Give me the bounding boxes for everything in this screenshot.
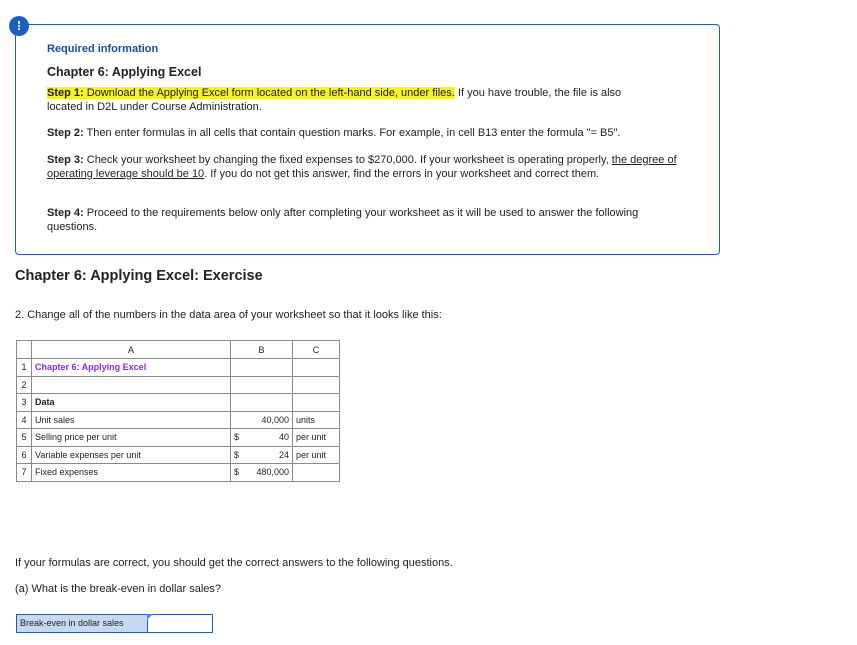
exercise-title: Chapter 6: Applying Excel: Exercise <box>15 268 263 284</box>
cell-b-currency: $ <box>234 449 240 460</box>
header-row <box>17 341 340 359</box>
cell-c <box>293 376 340 394</box>
cell-a: Unit sales <box>32 411 231 429</box>
answer-label: Break-even in dollar sales <box>16 614 148 633</box>
row-number: 6 <box>17 446 32 464</box>
step-2-text: Then enter formulas in all cells that contain question marks. For example, in cell B13 enter the formula "= B5". <box>83 127 621 139</box>
step-3-text-b: . If you do not get this answer, find the errors in your worksheet and correct them. <box>204 167 600 180</box>
corner-cell <box>17 341 32 359</box>
column-header-b: B <box>231 341 293 359</box>
chapter-title: Chapter 6: Applying Excel <box>47 65 202 79</box>
step-4-label: Step 4: <box>47 207 84 219</box>
required-information-heading: Required information <box>47 43 159 55</box>
worksheet-table <box>16 340 340 482</box>
step-3 <box>47 154 682 181</box>
cell-a: Fixed expenses <box>32 464 231 482</box>
step-3-label: Step 3: <box>47 154 84 166</box>
column-header-c: C <box>293 341 340 359</box>
table-row <box>17 429 340 447</box>
cell-b <box>231 394 293 412</box>
step-1-rest-line2: located in D2L under Course Administration. <box>47 100 262 113</box>
input-corner-marker-icon <box>147 614 153 620</box>
cell-c: per unit <box>293 446 340 464</box>
break-even-dollar-sales-input[interactable] <box>147 614 213 633</box>
row-number: 2 <box>17 376 32 394</box>
cell-c: per unit <box>293 429 340 447</box>
cell-a: Selling price per unit <box>32 429 231 447</box>
cell-b-currency: $ <box>234 467 240 478</box>
row-number: 1 <box>17 359 32 377</box>
cell-b <box>231 411 293 429</box>
cell-b-value: 40 <box>278 432 289 443</box>
questions-intro: If your formulas are correct, you should get the correct answers to the following questions. <box>15 557 453 569</box>
cell-c <box>293 464 340 482</box>
step-1-highlight: Download the Applying Excel form located on the left-hand side, under files. <box>86 87 455 99</box>
row-number: 7 <box>17 464 32 482</box>
alert-icon: ! <box>9 16 29 36</box>
step-4-text: Proceed to the requirements below only after completing your worksheet as it will be used to answer the following questions. <box>47 207 639 233</box>
cell-b-value: 480,000 <box>256 467 289 478</box>
cell-a: Data <box>32 394 231 412</box>
cell-b <box>231 376 293 394</box>
table-row <box>17 464 340 482</box>
cell-a <box>32 376 231 394</box>
cell-a: Chapter 6: Applying Excel <box>32 359 231 377</box>
cell-a: Variable expenses per unit <box>32 446 231 464</box>
table-row <box>17 394 340 412</box>
cell-b-currency: $ <box>234 432 240 443</box>
cell-c: units <box>293 411 340 429</box>
step-1-label: Step 1: <box>47 87 84 99</box>
table-row <box>17 411 340 429</box>
cell-b <box>231 359 293 377</box>
cell-b <box>231 446 293 464</box>
step-3-text-a: Check your worksheet by changing the fixed expenses to $270,000. If your worksheet is operating properly, <box>83 154 612 166</box>
table-row <box>17 446 340 464</box>
row-number: 3 <box>17 394 32 412</box>
cell-b <box>231 464 293 482</box>
cell-b-value: 40,000 <box>261 414 289 425</box>
cell-c <box>293 359 340 377</box>
row-number: 5 <box>17 429 32 447</box>
step-4 <box>47 207 682 234</box>
step-2-label: Step 2: <box>47 127 84 139</box>
exercise-instruction: 2. Change all of the numbers in the data area of your worksheet so that it looks like this: <box>15 309 442 321</box>
step-3-underlined: the degree of operating leverage should be 10 <box>47 154 677 180</box>
step-1-rest: If you have trouble, the file is also <box>454 87 622 99</box>
table-row <box>17 359 340 377</box>
column-header-a: A <box>32 341 231 359</box>
cell-b <box>231 429 293 447</box>
row-number: 4 <box>17 411 32 429</box>
question-a: (a) What is the break-even in dollar sales? <box>15 583 222 595</box>
cell-b-value: 24 <box>278 449 289 460</box>
step-2 <box>47 127 682 141</box>
cell-c <box>293 394 340 412</box>
step-1 <box>47 87 682 114</box>
table-row <box>17 376 340 394</box>
